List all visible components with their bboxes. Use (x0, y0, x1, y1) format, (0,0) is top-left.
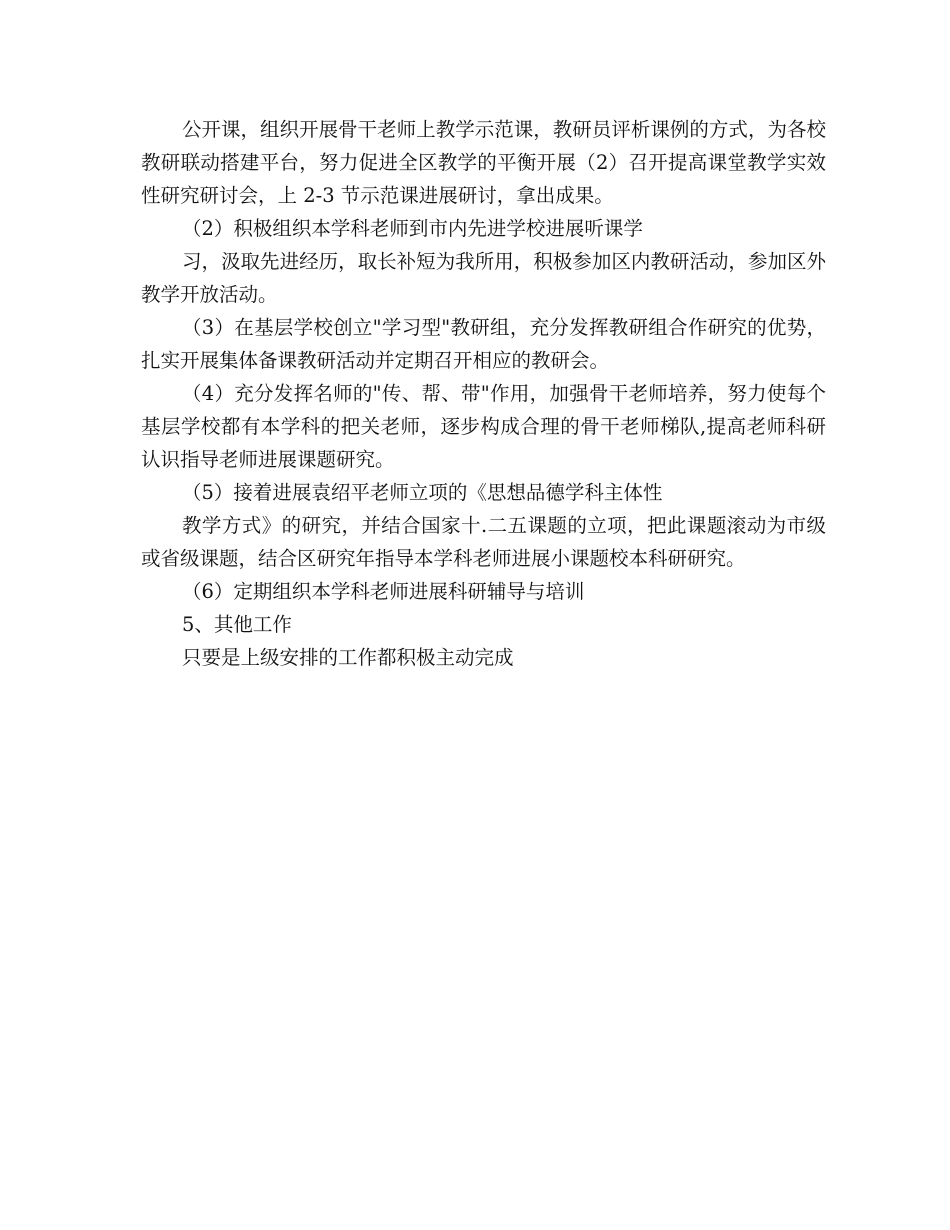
section-heading-other-work: 5、其他工作 (182, 613, 292, 636)
paragraph-item-3: （3）在基层学校创立"学习型"教研组，充分发挥教研组合作研究的优势，扎实开展集体备课教研活动并定期召开相应的教研会。 (141, 316, 826, 372)
paragraph-open-class: 公开课，组织开展骨干老师上教学示范课，教研员评析课例的方式，为各校教研联动搭建平台，努力促进全区教学的平衡开展（2）召开提高课堂教学实效性研究研讨会，上 2-3 节示范课进展研讨，拿出成果。 (141, 118, 826, 207)
paragraph-item-2: （2）积极组织本学科老师到市内先进学校进展听课学 (182, 217, 643, 240)
paragraph-item-2-cont: 习，汲取先进经历，取长补短为我所用，积极参加区内教研活动，参加区外教学开放活动。 (141, 250, 826, 306)
paragraph-item-5: （5）接着进展袁绍平老师立项的《思想品德学科主体性 (182, 481, 663, 504)
paragraph-item-6: （6）定期组织本学科老师进展科研辅导与培训 (182, 580, 585, 603)
paragraph-item-5-cont: 教学方式》的研究，并结合国家十.二五课题的立项，把此课题滚动为市级或省级课题，结合区研究年指导本学科老师进展小课题校本科研研究。 (141, 514, 826, 570)
document-body (141, 113, 826, 674)
paragraph-item-4: （4）充分发挥名师的"传、帮、带"作用，加强骨干老师培养，努力使每个基层学校都有本学科的把关老师，逐步构成合理的骨干老师梯队,提高老师科研认识指导老师进展课题研究。 (141, 382, 826, 471)
paragraph-other-work: 只要是上级安排的工作都积极主动完成 (182, 646, 514, 669)
